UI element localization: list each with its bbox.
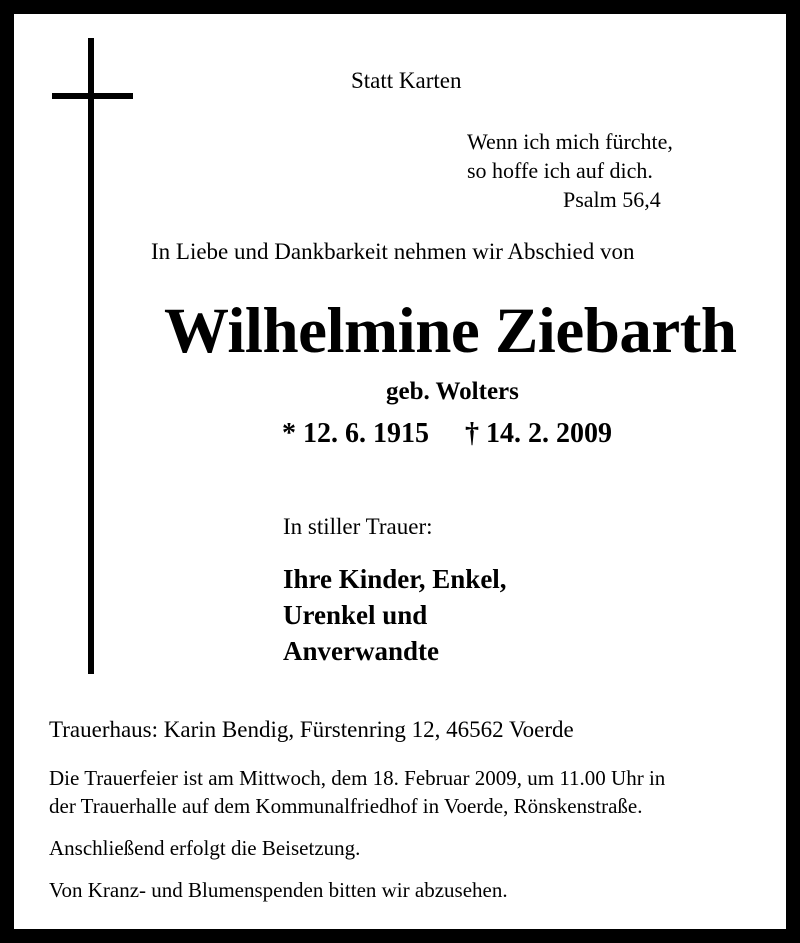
life-dates xyxy=(282,418,612,450)
psalm-verse xyxy=(467,127,673,214)
funeral-service-notice xyxy=(49,764,665,820)
deceased-name: Wilhelmine Ziebarth xyxy=(164,295,737,367)
verse-line-1: Wenn ich mich fürchte, xyxy=(467,129,673,154)
death-date: † 14. 2. 2009 xyxy=(465,418,612,449)
cross-icon-bar xyxy=(52,93,133,99)
mourning-label: In stiller Trauer: xyxy=(283,514,433,539)
mourning-house-address: Trauerhaus: Karin Bendig, Fürstenring 12, 46562 Voerde xyxy=(49,717,574,742)
flowers-notice: Von Kranz- und Blumenspenden bitten wir abzusehen. xyxy=(49,878,508,902)
mourners-line-2: Urenkel und xyxy=(283,600,428,630)
burial-notice: Anschließend erfolgt die Beisetzung. xyxy=(49,836,361,860)
mourners-list xyxy=(283,561,507,669)
mourners-line-1: Ihre Kinder, Enkel, xyxy=(283,564,507,594)
maiden-name: geb. Wolters xyxy=(386,378,519,405)
verse-reference: Psalm 56,4 xyxy=(563,187,661,212)
intro-text: In Liebe und Dankbarkeit nehmen wir Abschied von xyxy=(151,239,635,264)
service-line-1: Die Trauerfeier ist am Mittwoch, dem 18. Februar 2009, um 11.00 Uhr in xyxy=(49,766,666,790)
verse-line-2: so hoffe ich auf dich. xyxy=(467,158,653,183)
mourners-line-3: Anverwandte xyxy=(283,636,439,666)
service-line-2: der Trauerhalle auf dem Kommunalfriedhof in Voerde, Rönskenstraße. xyxy=(49,794,643,818)
cross-icon xyxy=(88,38,94,674)
statt-karten: Statt Karten xyxy=(351,68,462,93)
birth-date: * 12. 6. 1915 xyxy=(282,418,429,449)
